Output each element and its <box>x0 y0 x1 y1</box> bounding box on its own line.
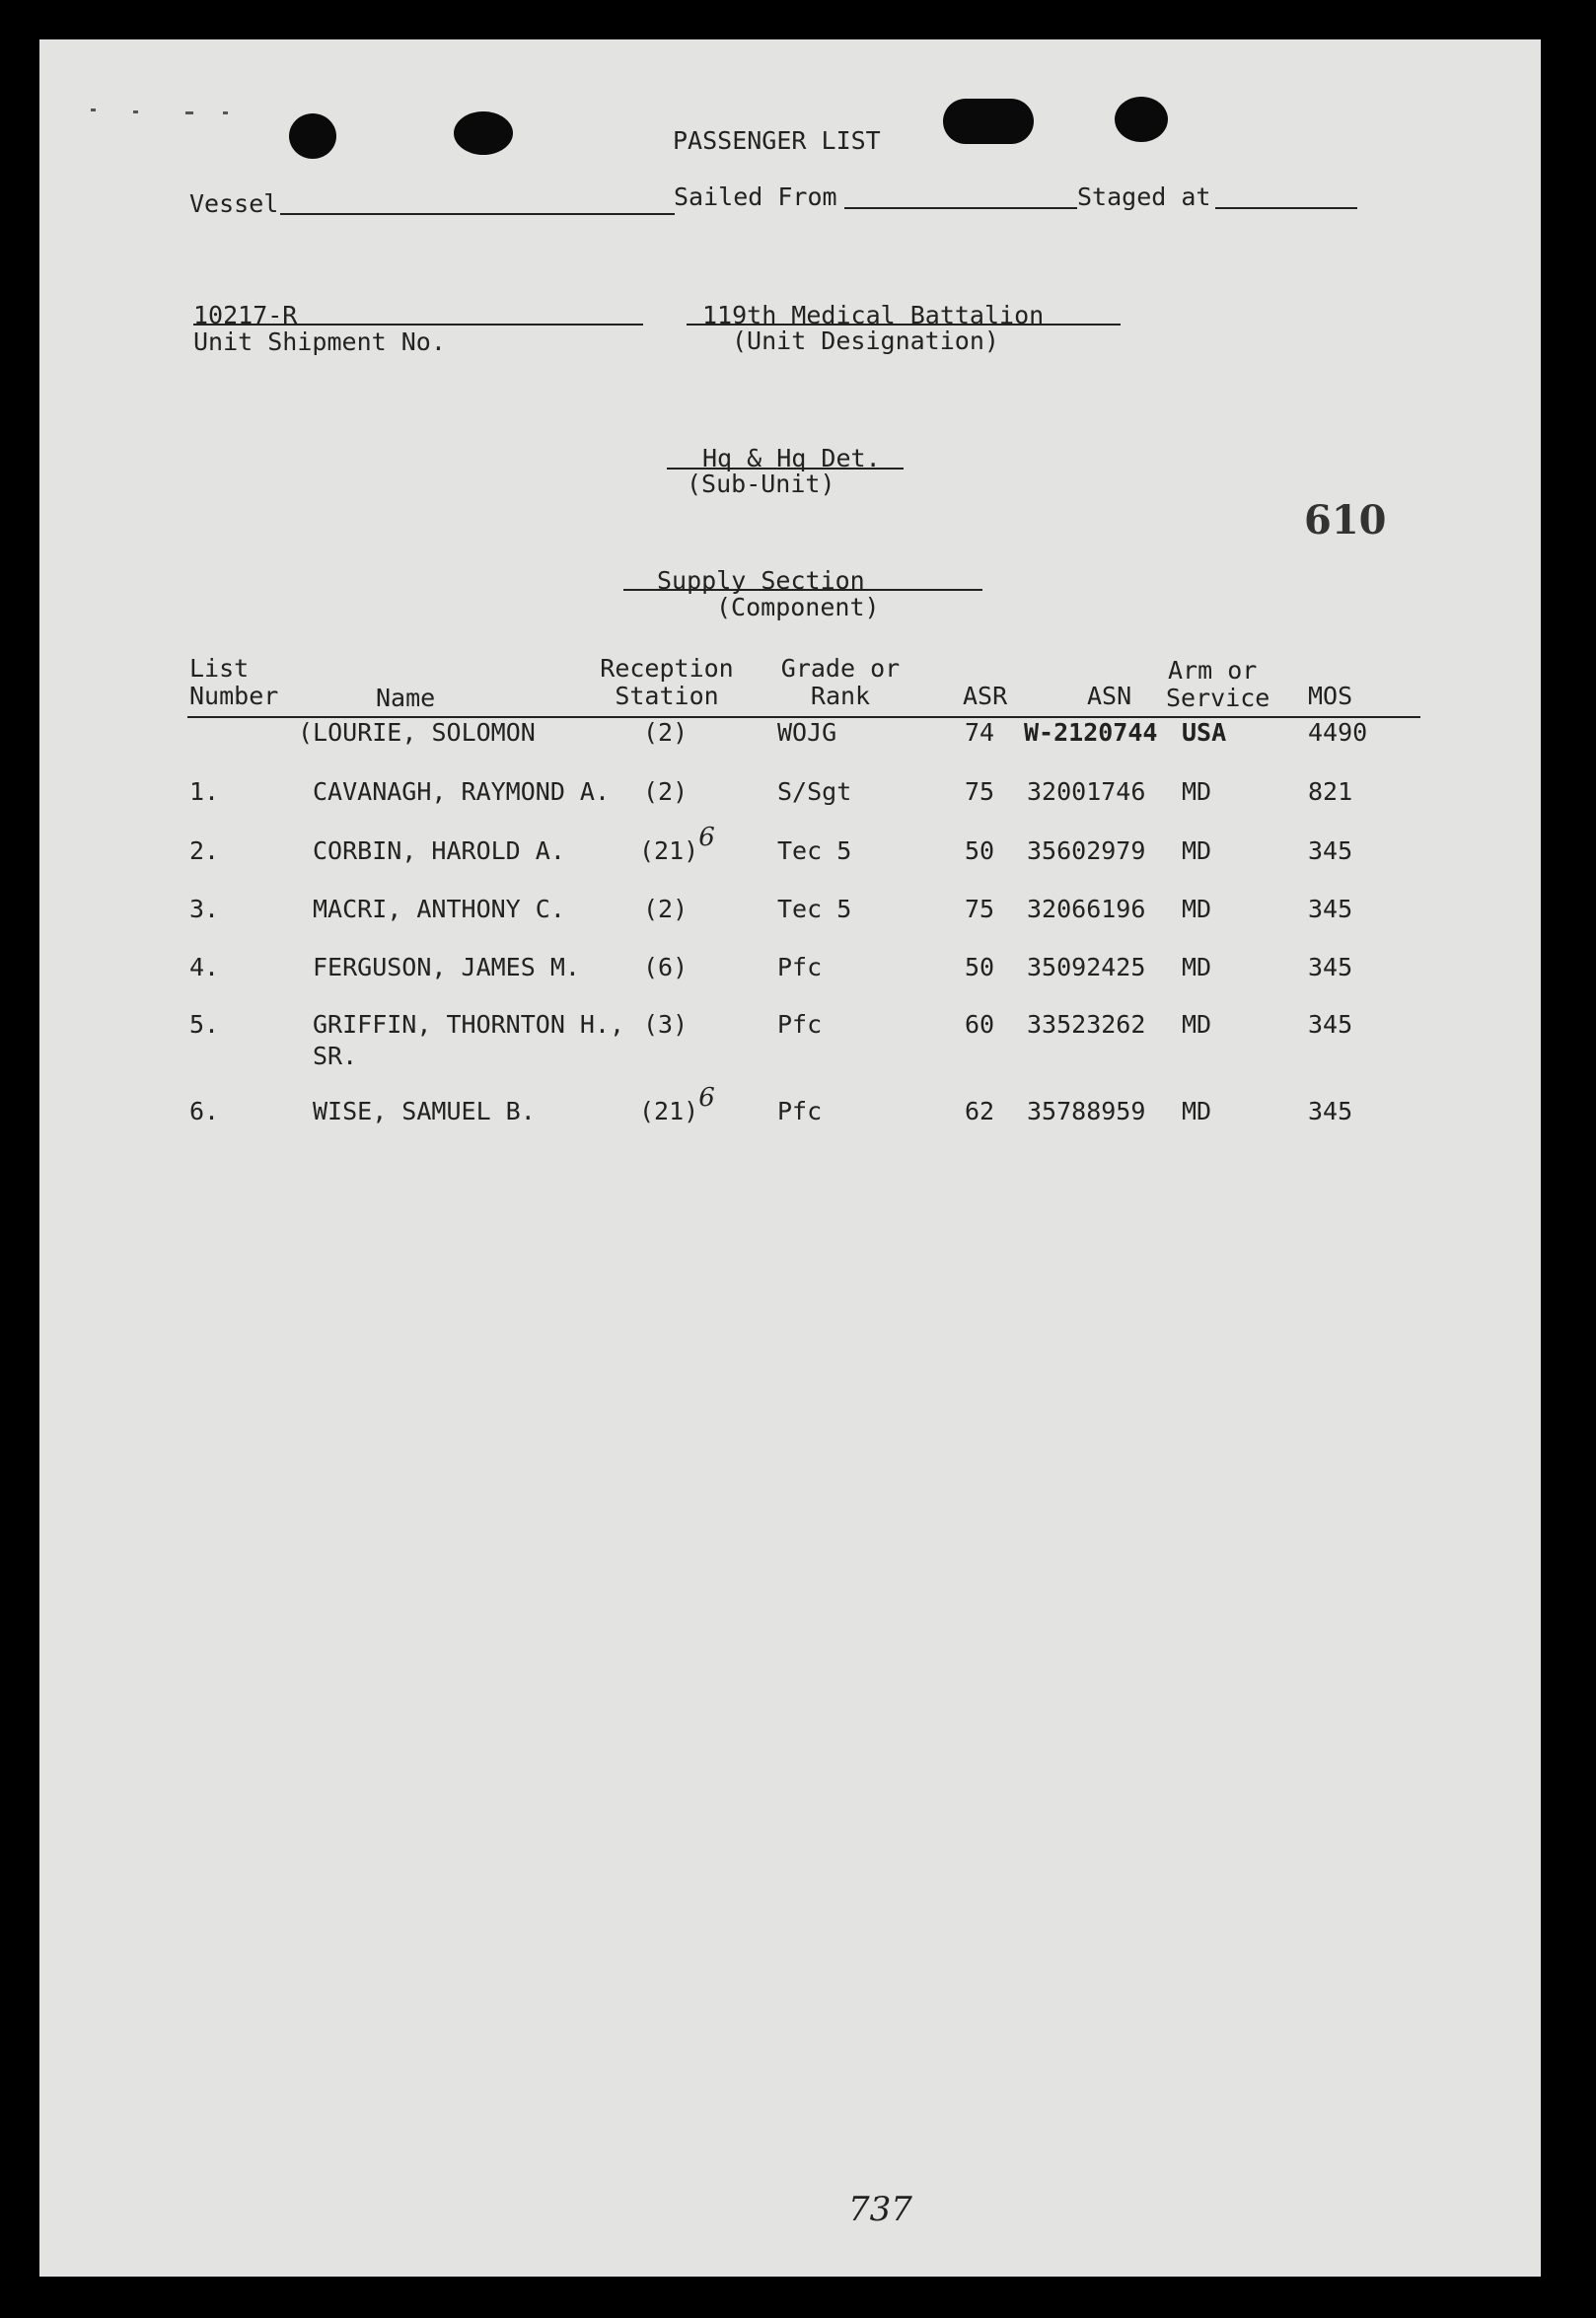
header-text: Service <box>1166 684 1270 712</box>
punch-hole-4 <box>1115 97 1168 142</box>
document-page <box>39 39 1541 2277</box>
header-mos: MOS <box>1308 682 1353 710</box>
header-asr: ASR <box>963 682 1008 710</box>
asr: 75 <box>965 777 995 806</box>
header-text: List <box>189 654 250 683</box>
vessel-label: Vessel <box>189 189 279 218</box>
passenger-name: (LOURIE, SOLOMON <box>298 718 536 747</box>
passenger-name: FERGUSON, JAMES M. <box>313 953 580 981</box>
grade-rank: Pfc <box>777 953 823 981</box>
header-asn: ASN <box>1087 682 1132 710</box>
mos: 345 <box>1308 1097 1353 1125</box>
header-text: Arm or <box>1168 656 1258 685</box>
asr: 60 <box>965 1010 995 1039</box>
header-text: Grade or <box>780 654 901 683</box>
station-value: (3) <box>643 1010 689 1039</box>
asn: W-2120744 <box>1024 718 1158 747</box>
header-list-number <box>189 655 278 710</box>
mos: 345 <box>1308 1010 1353 1039</box>
asr: 75 <box>965 895 995 923</box>
grade-rank: Tec 5 <box>777 836 852 865</box>
mos: 345 <box>1308 953 1353 981</box>
passenger-name: GRIFFIN, THORNTON H., <box>313 1010 625 1039</box>
grade-rank: Tec 5 <box>777 895 852 923</box>
speck <box>133 110 138 113</box>
punch-hole-3 <box>943 99 1034 144</box>
stamp-number: 610 <box>1304 497 1387 543</box>
punch-hole-2 <box>454 111 513 155</box>
sub-unit-label: (Sub-Unit) <box>687 470 835 498</box>
punch-hole-1 <box>289 113 336 159</box>
grade-rank: Pfc <box>777 1097 823 1125</box>
station-handwritten-note: 6 <box>698 1083 715 1113</box>
list-number: 1. <box>189 777 220 806</box>
header-reception-station <box>588 655 746 710</box>
arm-service: MD <box>1182 836 1212 865</box>
speck <box>223 111 228 114</box>
station-handwritten-note: 6 <box>698 823 715 852</box>
passenger-name: CORBIN, HAROLD A. <box>313 836 565 865</box>
vessel-line <box>280 213 675 215</box>
component-line <box>623 589 982 591</box>
unit-shipment-number: 10217-R <box>193 301 298 329</box>
mos: 821 <box>1308 777 1353 806</box>
reception-station <box>643 718 688 747</box>
header-text: Rank <box>810 682 871 710</box>
station-value: (21) <box>639 836 699 865</box>
grade-rank: S/Sgt <box>777 777 852 806</box>
reception-station <box>643 1010 688 1039</box>
list-number: 2. <box>189 836 220 865</box>
station-value: (2) <box>643 777 689 806</box>
reception-station <box>643 895 688 923</box>
speck <box>91 109 96 111</box>
unit-designation-line <box>687 324 1121 326</box>
header-arm-service <box>1166 657 1270 712</box>
asr: 62 <box>965 1097 995 1125</box>
page-number: 737 <box>848 2190 912 2229</box>
asn: 32066196 <box>1027 895 1146 923</box>
mos: 4490 <box>1308 718 1368 747</box>
passenger-name: WISE, SAMUEL B. <box>313 1097 536 1125</box>
reception-station <box>643 777 688 806</box>
asn: 35602979 <box>1027 836 1146 865</box>
arm-service: MD <box>1182 777 1212 806</box>
reception-station <box>639 823 715 866</box>
component: Supply Section <box>657 566 865 595</box>
header-name: Name <box>376 684 436 712</box>
arm-service: MD <box>1182 1097 1212 1125</box>
sailed-from-label: Sailed From <box>674 182 837 211</box>
list-number: 5. <box>189 1010 220 1039</box>
mos: 345 <box>1308 836 1353 865</box>
reception-station <box>639 1083 715 1126</box>
list-number: 4. <box>189 953 220 981</box>
unit-designation: 119th Medical Battalion <box>702 301 1045 329</box>
passenger-name: CAVANAGH, RAYMOND A. <box>313 777 611 806</box>
staged-at-line <box>1215 207 1357 209</box>
mos: 345 <box>1308 895 1353 923</box>
header-text: Reception <box>600 654 734 683</box>
unit-shipment-line <box>193 324 643 326</box>
grade-rank: Pfc <box>777 1010 823 1039</box>
asn: 33523262 <box>1027 1010 1146 1039</box>
header-text: Station <box>615 682 719 710</box>
asn: 32001746 <box>1027 777 1146 806</box>
arm-service: USA <box>1182 718 1227 747</box>
component-label: (Component) <box>716 593 880 621</box>
list-number: 3. <box>189 895 220 923</box>
station-value: (2) <box>643 895 689 923</box>
asr: 74 <box>965 718 995 747</box>
header-grade-rank <box>771 655 909 710</box>
passenger-name-cont: SR. <box>313 1042 358 1070</box>
speck <box>185 111 193 114</box>
sub-unit: Hq & Hq Det. <box>702 444 881 472</box>
station-value: (6) <box>643 953 689 981</box>
list-number: 6. <box>189 1097 220 1125</box>
grade-rank: WOJG <box>777 718 837 747</box>
asn: 35092425 <box>1027 953 1146 981</box>
unit-designation-label: (Unit Designation) <box>732 326 999 355</box>
unit-shipment-label: Unit Shipment No. <box>193 327 446 356</box>
asn: 35788959 <box>1027 1097 1146 1125</box>
sailed-from-line <box>844 207 1077 209</box>
header-text: Number <box>189 682 279 710</box>
form-title: PASSENGER LIST <box>673 126 881 155</box>
station-value: (2) <box>643 718 689 747</box>
staged-at-label: Staged at <box>1077 182 1211 211</box>
reception-station <box>643 953 688 981</box>
station-value: (21) <box>639 1097 699 1125</box>
passenger-name: MACRI, ANTHONY C. <box>313 895 565 923</box>
asr: 50 <box>965 953 995 981</box>
asr: 50 <box>965 836 995 865</box>
arm-service: MD <box>1182 895 1212 923</box>
arm-service: MD <box>1182 1010 1212 1039</box>
arm-service: MD <box>1182 953 1212 981</box>
